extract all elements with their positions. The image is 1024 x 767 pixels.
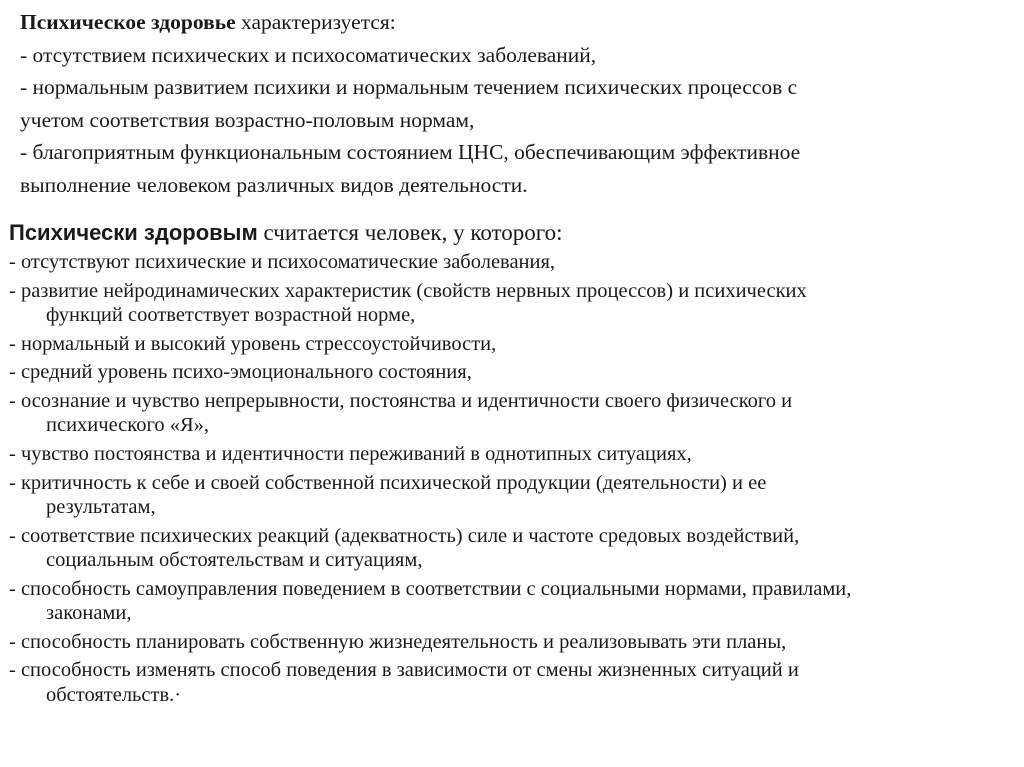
- list-item-continuation: законами,: [46, 601, 132, 624]
- list-item-text: - осознание и чувство непрерывности, постоянства и идентичности своего физического и: [9, 390, 793, 413]
- list-item-text: - соответствие психических реакций (адекватность) силе и частоте средовых воздействий,: [9, 524, 800, 547]
- list-item-continuation: психического «Я»,: [46, 414, 210, 437]
- list-item-continuation: результатам,: [46, 496, 156, 519]
- health-definition-block: [20, 6, 1000, 201]
- health-definition-line: - благоприятным функциональным состоянием ЦНС, обеспечивающим эффективное: [20, 140, 801, 164]
- health-definition-title-rest: характеризуется:: [235, 10, 396, 34]
- health-definition-line: учетом соответствия возрастно-половым нормам,: [20, 107, 475, 132]
- healthy-person-block: [9, 218, 1014, 711]
- list-item: [9, 524, 1014, 573]
- health-definition-line: выполнение человеком различных видов деятельности.: [20, 172, 528, 197]
- list-item: [9, 471, 1014, 520]
- list-item-text: - чувство постоянства и идентичности переживаний в однотипных ситуациях,: [9, 443, 692, 466]
- list-item-continuation: функций соответствует возрастной норме,: [46, 303, 416, 326]
- healthy-person-title: Психически здоровым: [9, 220, 258, 245]
- list-item: [9, 577, 1014, 626]
- health-definition-heading: [20, 6, 1000, 39]
- healthy-person-heading: [9, 218, 1014, 248]
- health-definition-title: Психическое здоровье: [20, 10, 236, 34]
- health-definition-line: - нормальным развитием психики и нормальным течением психических процессов с: [20, 75, 798, 99]
- list-item-continuation: социальным обстоятельствам и ситуациям,: [46, 549, 423, 571]
- list-item-text: - средний уровень психо-эмоционального состояния,: [9, 361, 472, 384]
- list-item: [9, 658, 1014, 707]
- criteria-list: [9, 250, 1014, 707]
- list-item: [9, 279, 1014, 328]
- list-item-text: - нормальный и высокий уровень стрессоустойчивости,: [9, 332, 497, 355]
- list-item-text: - способность самоуправления поведением в соответствии с социальными нормами, правилами,: [9, 577, 852, 600]
- list-item: [9, 250, 1014, 274]
- list-item: [9, 360, 1014, 384]
- healthy-person-title-rest: считается человек, у которого:: [257, 220, 563, 245]
- list-item: [9, 389, 1014, 438]
- list-item-text: - развитие нейродинамических характеристик (свойств нервных процессов) и психических: [9, 279, 807, 302]
- list-item-text: - отсутствуют психические и психосоматические заболевания,: [9, 251, 556, 273]
- list-item-text: - критичность к себе и своей собственной психической продукции (деятельности) и ее: [9, 471, 767, 494]
- list-item: [9, 332, 1014, 356]
- list-item-text: - способность изменять способ поведения в зависимости от смены жизненных ситуаций и: [9, 659, 799, 682]
- list-item: [9, 630, 1014, 654]
- list-item: [9, 442, 1014, 466]
- health-definition-line: - отсутствием психических и психосоматических заболеваний,: [20, 42, 597, 67]
- list-item-continuation: обстоятельств.·: [46, 683, 182, 706]
- list-item-text: - способность планировать собственную жизнедеятельность и реализовывать эти планы,: [9, 630, 787, 653]
